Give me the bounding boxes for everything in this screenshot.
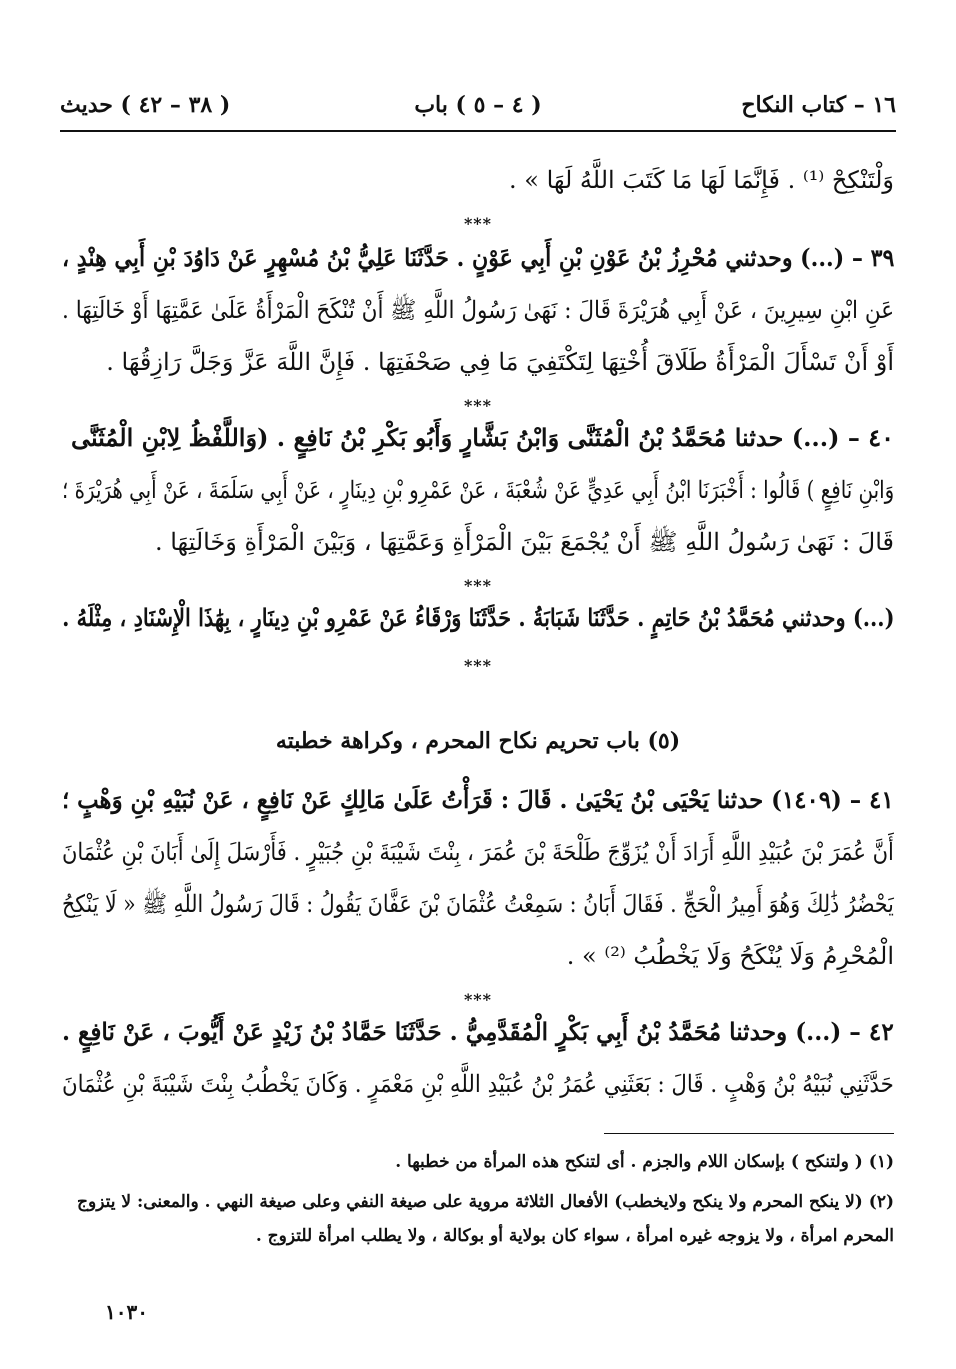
hadith-41-line-4: الْمُحْرِمُ وَلَا يُنْكَحُ وَلَا يَخْطُبُ ⁽²⁾ » . (566, 942, 894, 970)
header-hadith-ref: ( ٣٨ – ٤٢ ) حديث (60, 92, 231, 118)
hadith-40-line-3: قَالَ : نَهَىٰ رَسُولُ اللَّهِ ﷺ أَنْ يُجْمَعَ بَيْنَ الْمَرْأَةِ وَعَمَّتِهَا ، وَبَيْنَ الْمَرْأَةِ وَخَالَتِهَا . (154, 528, 894, 556)
section-title: (٥) باب تحريم نكاح المحرم ، وكراهة خطبته (275, 728, 681, 754)
end-chapter-stars: *** (463, 656, 493, 675)
separator-stars: *** (463, 214, 493, 233)
hadith-42-line-2: حَدَّثَنِي نُبَيْهُ بْنُ وَهْبٍ . قَالَ : بَعَثَنِي عُمَرُ بْنُ عُبَيْدِ اللَّهِ بْنِ مَعْمَرٍ . وَكَانَ يَخْطُبُ بِنْتَ شَيْبَةَ بْنِ عُثْمَانَ (62, 1070, 894, 1098)
hadith-42-line-1: ٤٢ – (...) وحدثنا مُحَمَّدُ بْنُ أَبِي بَكْرٍ الْمُقَدَّمِيُّ . حَدَّثَنَا حَمَّادُ بْنُ زَيْدٍ عَنْ أَيُّوبَ ، عَنْ نَافِعٍ . (62, 1017, 894, 1046)
separator-stars: *** (463, 396, 493, 415)
running-header (60, 88, 896, 132)
text-line: وَلْتَنْكِحْ ⁽¹⁾ . فَإِنَّمَا لَهَا مَا كَتَبَ اللَّهُ لَهَا » . (509, 166, 894, 194)
hadith-41-line-1: ٤١ – (١٤٠٩) حدثنا يَحْيَى بْنُ يَحْيَىٰ . قَالَ : قَرَأْتُ عَلَىٰ مَالِكٍ عَنْ نَافِعٍ ، عَنْ نُبَيْهِ بْنِ وَهْبٍ ؛ (62, 785, 894, 814)
hadith-39-line-2: عَنِ ابْنِ سِيرِينَ ، عَنْ أَبِي هُرَيْرَةَ قَالَ : نَهَىٰ رَسُولُ اللَّهِ ﷺ أَنْ تُنْكَحَ الْمَرْأَةُ عَلَىٰ عَمَّتِهَا أَوْ خَالَتِهَا . (61, 296, 894, 324)
hadith-41-line-3: يَحْضُرُ ذَٰلِكَ وَهُوَ أَمِيرُ الْحَجِّ . فَقَالَ أَبَانُ : سَمِعْتُ عُثْمَانَ بْنَ عَفَّانَ يَقُولُ : قَالَ رَسُولُ اللَّهِ ﷺ « لَا يَنْكِحُ (62, 890, 894, 918)
page-number: ١٠٣٠ (105, 1300, 148, 1324)
hadith-41-line-2: أَنَّ عُمَرَ بْنَ عُبَيْدِ اللَّهِ أَرَادَ أَنْ يُزَوِّجَ طَلْحَةَ بْنَ عُمَرَ ، بِنْتَ شَيْبَةَ بْنِ جُبَيْرٍ . فَأَرْسَلَ إِلَىٰ أَبَانَ بْنِ عُثْمَانَ (62, 838, 894, 866)
hadith-39-line-3: أَوْ أَنْ تَسْأَلَ الْمَرْأَةُ طَلَاقَ أُخْتِهَا لِتَكْتَفِيَ مَا فِي صَحْفَتِهَا . فَإِنَّ اللَّهَ عَزَّ وَجَلَّ رَازِقُهَا . (106, 348, 894, 376)
hadith-40b-line-1: (...) وحدثني مُحَمَّدُ بْنُ حَاتِمٍ . حَدَّثَنَا شَبَابَةُ . حَدَّثَنَا وَرْقَاءُ عَنْ عَمْرِو بْنِ دِينَارٍ ، بِهَٰذَا الْإِسْنَادِ ، مِثْلَهُ . (61, 603, 894, 632)
hadith-39-line-1: ٣٩ – (...) وحدثني مُحْرِزُ بْنُ عَوْنِ بْنِ أَبِي عَوْنٍ . حَدَّثَنَا عَلِيُّ بْنُ مُسْهِرٍ عَنْ دَاوُدَ بْنِ أَبِي هِنْدٍ ، (61, 243, 894, 272)
separator-stars: *** (463, 576, 493, 595)
footnote-divider (604, 1133, 894, 1134)
footnote-2-line-1: (٢) (لا ينكح المحرم ولا ينكح ولايخطب) الأفعال الثلاثة مروية على صيغة النفي وعلى صيغة النهي . والمعنى: لا يتزوج (77, 1192, 894, 1212)
hadith-40-line-1: ٤٠ – (...) حدثنا مُحَمَّدُ بْنُ الْمُثَنَّى وَابْنُ بَشَّارٍ وَأَبُو بَكْرِ بْنُ نَافِعٍ . (وَاللَّفْظُ لِابْنِ الْمُثَنَّى (70, 423, 894, 452)
hadith-40-line-2: وَابْنِ نَافِعٍ ) قَالُوا : أَخْبَرَنَا ابْنُ أَبِي عَدِيٍّ عَنْ شُعْبَةَ ، عَنْ عَمْرِو بْنِ دِينَارٍ ، عَنْ أَبِي سَلَمَةَ ، عَنْ أَبِي هُرَيْرَةَ ؛ (61, 476, 894, 504)
footnote-2-line-2: المحرم امرأة ، ولا يزوجه غيره امرأة ، سواء كان بولاية أو بوكالة ، ولا يطلب امرأة للتزوج . (255, 1226, 894, 1246)
header-page-ref: ١٦ – كتاب النكاح (741, 92, 896, 118)
footnote-1: (١) ( ولتنكح ) بإسكان اللام والجزم . أى لتنكح هذه المرأة من خطبها . (395, 1152, 894, 1172)
separator-stars: *** (463, 990, 493, 1009)
header-bab-ref: ( ٤ – ٥ ) باب (414, 92, 542, 118)
